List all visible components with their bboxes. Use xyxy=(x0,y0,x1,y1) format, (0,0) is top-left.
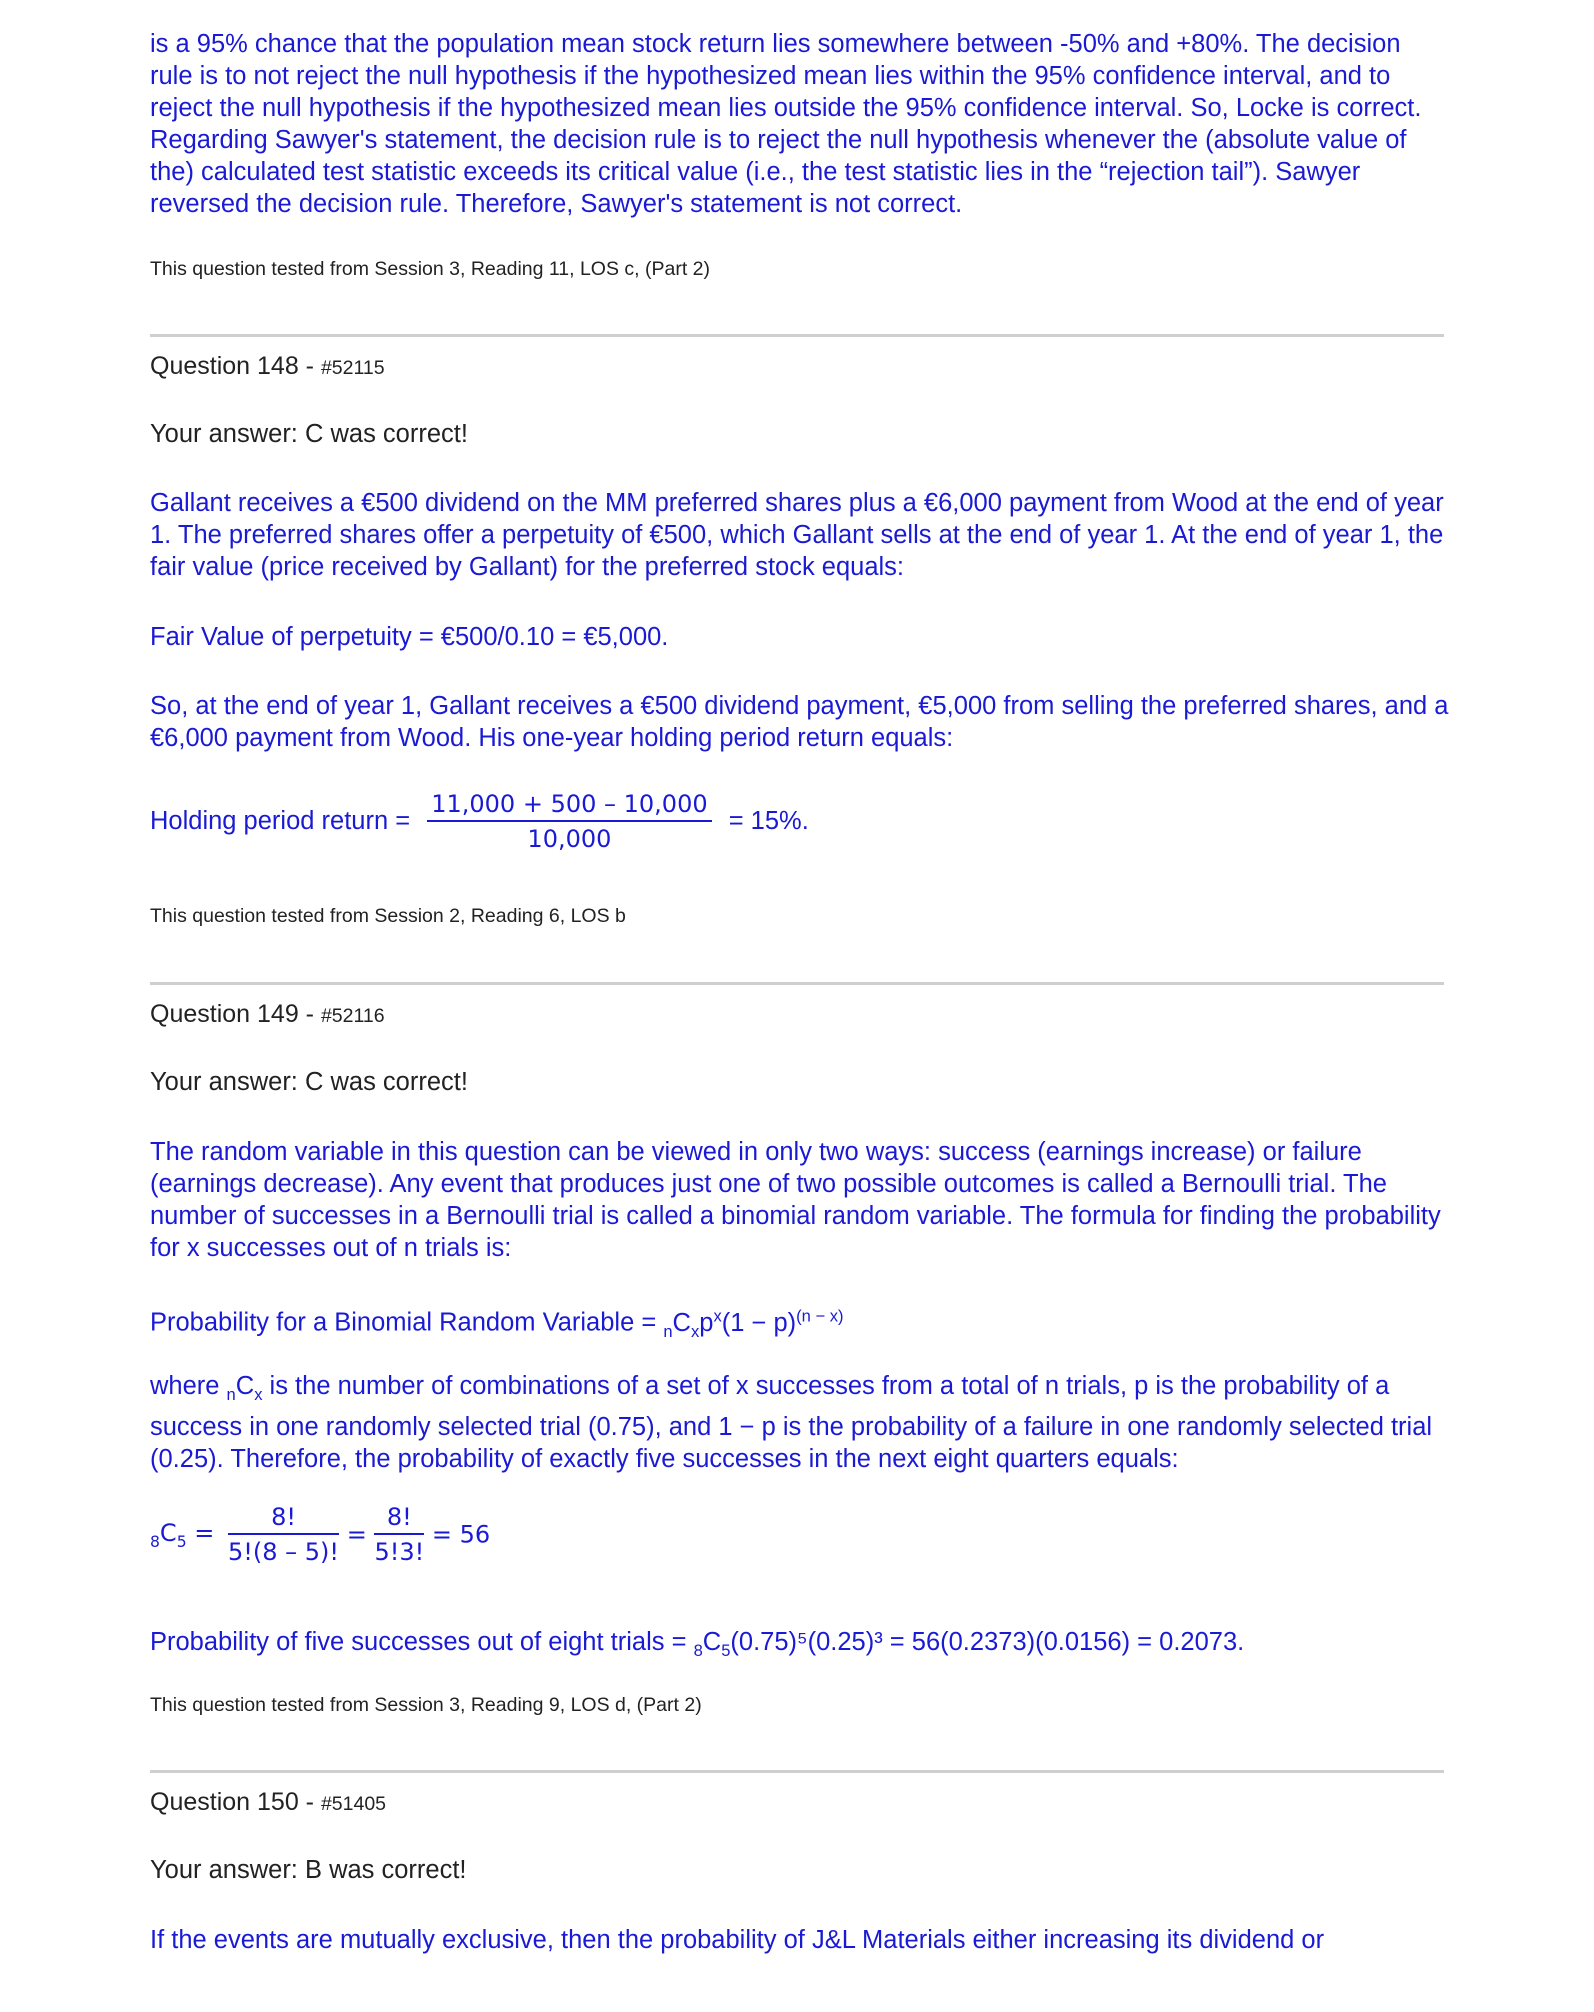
numerator: 8! xyxy=(228,1503,339,1535)
question-148-heading xyxy=(150,352,385,381)
numerator: 11,000 + 500 – 10,000 xyxy=(427,790,711,822)
fair-value-line: Fair Value of perpetuity = €500/0.10 = €5,000. xyxy=(150,623,669,651)
question-id: #52116 xyxy=(320,1005,385,1027)
question-title: Question 150 - xyxy=(150,1788,321,1816)
answer-result: Your answer: B was correct! xyxy=(150,1856,467,1884)
combination-symbol: $_nC_x$ xyxy=(226,1372,263,1405)
explanation-paragraph: The random variable in this question can be viewed in only two ways: success (earnings increase) or failure (earnings decrease). Any event that produces just one of two possible outcomes is called a Bernoulli trial. The number of successes in a Bernoulli trial is called a binomial random variable. The formula for finding the probability for x successes out of n trials is: xyxy=(150,1138,1441,1262)
combination-symbol: $_8C_5$ xyxy=(693,1628,731,1661)
probability-result-line: Probability of five successes out of eight trials = $_8C_5(0.75)^5(0.25)^3 = 56(0.2373)(0.0156) = 0.2073$. xyxy=(150,1628,1245,1661)
numerator: 8! xyxy=(374,1503,424,1535)
divider xyxy=(150,982,1444,985)
question-title: Question 148 - xyxy=(150,352,321,380)
formula-label: Holding period return = xyxy=(150,807,411,835)
denominator: 10,000 xyxy=(527,825,612,853)
question-150-heading xyxy=(150,1788,386,1817)
question-id: #52115 xyxy=(320,357,385,379)
binomial-formula: $_nC_xp^x(1 - p)^{(n - x)}$ xyxy=(663,1306,844,1341)
equals-sign: = xyxy=(346,1520,367,1549)
explanation-paragraph: Gallant receives a €500 dividend on the MM preferred shares plus a €6,000 payment from Wood at the end of year 1. The preferred shares offer a perpetuity of €500, which Gallant sells at the end of year 1. At the end of year 1, the fair value (price received by Gallant) for the preferred stock equals: xyxy=(150,489,1444,581)
explanation-paragraph: So, at the end of year 1, Gallant receives a €500 dividend payment, €5,000 from selling the preferred shares, and a €6,000 payment from Wood. His one-year holding period return equals: xyxy=(150,692,1449,752)
denominator: 5!3! xyxy=(374,1538,425,1566)
fraction xyxy=(427,790,711,853)
tested-from-note: This question tested from Session 3, Reading 11, LOS c, (Part 2) xyxy=(150,258,710,280)
combination-symbol: $_8C_5$ = xyxy=(150,1518,215,1551)
denominator: 5!(8 – 5)! xyxy=(228,1538,340,1566)
combination-formula xyxy=(150,1503,490,1566)
binomial-formula-line xyxy=(150,1300,1450,1348)
tested-from-note: This question tested from Session 2, Reading 6, LOS b xyxy=(150,905,626,927)
answer-result: Your answer: C was correct! xyxy=(150,420,468,448)
fraction xyxy=(228,1503,339,1566)
formula-label: Probability for a Binomial Random Variable = xyxy=(150,1308,664,1337)
question-id: #51405 xyxy=(320,1793,387,1815)
explanation-paragraph: is a 95% chance that the population mean stock return lies somewhere between -50% and +80%. The decision rule is to not reject the null hypothesis if the hypothesized mean lies within the 95% confidence interval, and to reject the null hypothesis if the hypothesized mean lies outside the 95% confidence interval. So, Locke is correct. Regarding Sawyer's statement, the decision rule is to reject the null hypothesis whenever the (absolute value of the) calculated test statistic exceeds its critical value (i.e., the test statistic lies in the “rejection tail”). Sawyer reversed the decision rule. Therefore, Sawyer's statement is not correct. xyxy=(150,30,1422,218)
divider xyxy=(150,1770,1444,1773)
answer-result: Your answer: C was correct! xyxy=(150,1068,468,1096)
tested-from-note: This question tested from Session 3, Reading 9, LOS d, (Part 2) xyxy=(150,1694,702,1716)
formula-result: = 15%. xyxy=(728,807,809,835)
holding-period-formula xyxy=(150,790,809,853)
question-title: Question 149 - xyxy=(150,1000,321,1028)
question-149-heading xyxy=(150,1000,385,1029)
explanation-paragraph: If the events are mutually exclusive, then the probability of J&L Materials either increasing its dividend or xyxy=(150,1926,1325,1954)
formula-result: = 56 xyxy=(431,1520,491,1549)
fraction xyxy=(374,1503,424,1566)
divider xyxy=(150,334,1444,337)
explanation-paragraph: where $_nC_x$ is the number of combinations of a set of x successes from a total of n trials, p is the probability of a success in one randomly selected trial (0.75), and 1 − p is the probability of a failure in one randomly selected trial (0.25). Therefore, the probability of exactly five successes in the next eight quarters equals: xyxy=(150,1372,1433,1474)
